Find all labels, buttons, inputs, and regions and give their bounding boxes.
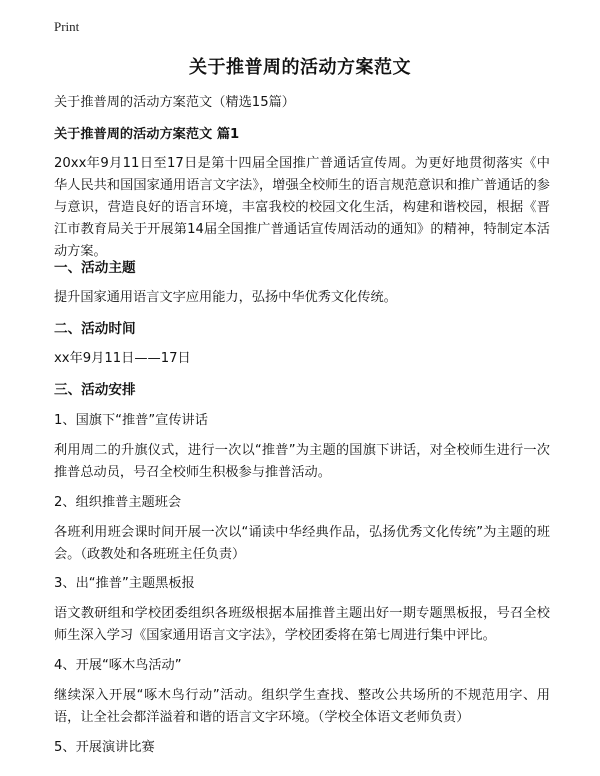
section-heading-time: 二、活动时间 — [54, 321, 136, 337]
item-title-blackboard: 3、出“推普”主题黑板报 — [54, 576, 195, 591]
page-title: 关于推普周的活动方案范文 — [189, 57, 411, 78]
section-heading-theme: 一、活动主题 — [54, 260, 136, 276]
section-text-time: xx年9月11日——17日 — [54, 351, 191, 366]
item-title-woodpecker: 4、开展“啄木鸟活动” — [54, 658, 182, 673]
section-text-theme: 提升国家通用语言文字应用能力，弘扬中华优秀文化传统。 — [54, 290, 397, 305]
document-subtitle: 关于推普周的活动方案范文（精选15篇） — [54, 95, 295, 110]
item-text-woodpecker: 继续深入开展“啄木鸟行动”活动。组织学生查找、整改公共场所的不规范用字、用语，让全社会都洋溢着和谐的语言文字环境。（学校全体语文老师负责） — [54, 688, 550, 725]
item-title-flag-speech: 1、国旗下“推普”宣传讲话 — [54, 413, 208, 428]
print-link[interactable]: Print — [54, 19, 80, 34]
article-heading: 关于推普周的活动方案范文 篇1 — [54, 127, 240, 142]
item-title-class-meeting: 2、组织推普主题班会 — [54, 495, 182, 510]
item-title-speech-contest: 5、开展演讲比赛 — [54, 740, 155, 755]
item-text-class-meeting: 各班利用班会课时间开展一次以“诵读中华经典作品，弘扬优秀文化传统”为主题的班会。（政教处和各班班主任负责） — [54, 525, 550, 562]
item-text-blackboard: 语文教研组和学校团委组织各班级根据本届推普主题出好一期专题黑板报，号召全校师生深入学习《国家通用语言文字法》，学校团委将在第七周进行集中评比。 — [54, 606, 550, 643]
intro-paragraph: 20xx年9月11日至17日是第十四届全国推广普通话宣传周。为更好地贯彻落实《中华人民共和国国家通用语言文字法》，增强全校师生的语言规范意识和推广普通话的参与意识，营造良好的语言环境，丰富我校的校园文化生活，构建和谐校园，根据《晋江市教育局关于开展第14届全国推广普通话宣传周活动的通知》的精神，特制定本活动方案。 — [54, 156, 550, 259]
section-heading-arrangement: 三、活动安排 — [54, 382, 136, 398]
item-text-flag-speech: 利用周二的升旗仪式，进行一次以“推普”为主题的国旗下讲话，对全校师生进行一次推普总动员，号召全校师生积极参与推普活动。 — [54, 443, 550, 480]
